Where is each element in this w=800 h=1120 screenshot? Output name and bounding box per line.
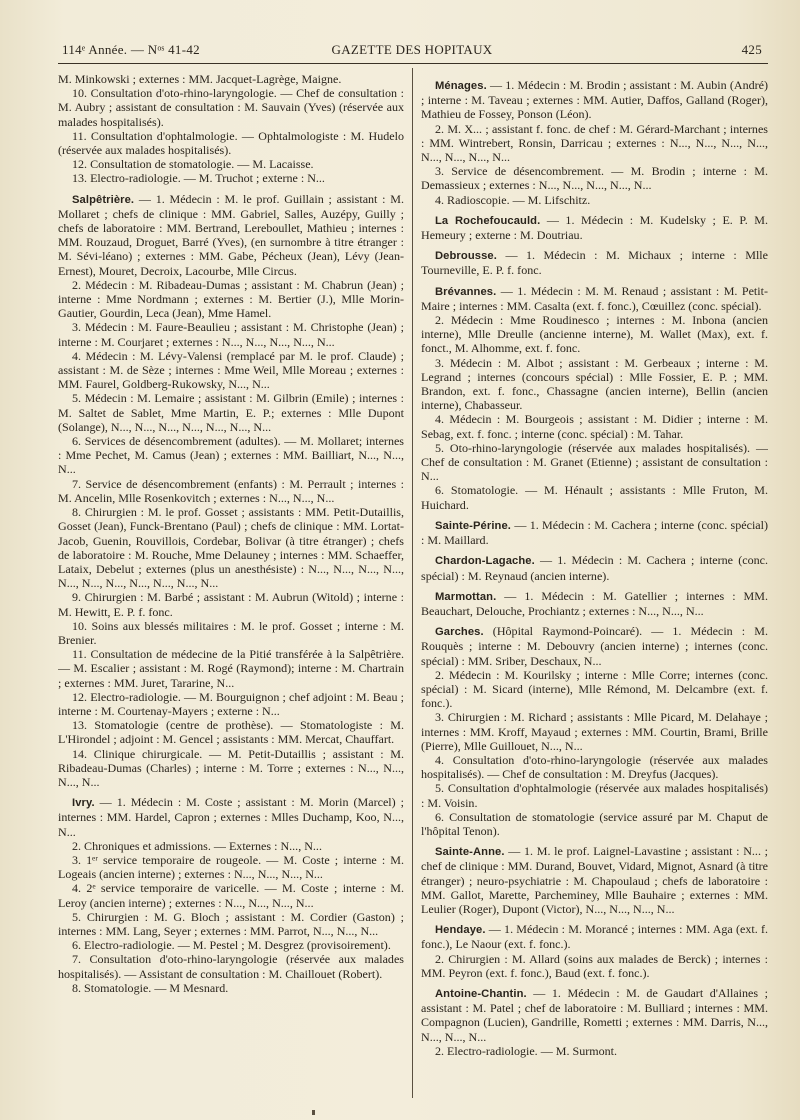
hospital-entry xyxy=(58,795,404,839)
entry-text: — 1. M. le prof. Laignel-Lavastine ; assistant : N... ; chef de clinique : MM. Durand, Bouvet, Vidard, Mignot, Asnard (à titre étranger) ; neuro-psychiatrie : M. Chapoulaud ; chefs de laboratoire : MM. Gallot, Marette, Parcheminey, Mlle Bauhaire ; externes : MM. Leulier (Roger), Dupont (Victor), N..., N..., N..., N... xyxy=(421,844,768,916)
hospital-entry xyxy=(421,922,768,951)
service-entry xyxy=(421,952,768,980)
entry-text: 2. Médecin : M. Ribadeau-Dumas ; assistant : M. Chabrun (Jean) ; interne : Mme Nordmann ; externes : M. Bertier (J.), Mlle Morin-Gautier, Gourdin, Leca (Jean), Mme Hamel. xyxy=(58,277,404,321)
service-entry xyxy=(58,839,404,853)
service-entry xyxy=(58,647,404,690)
service-entry xyxy=(421,441,768,484)
hospital-entry xyxy=(421,78,768,122)
service-entry xyxy=(421,193,768,207)
entry-text: 7. Service de désencombrement (enfants) : M. Perrault ; internes : M. Ancelin, Mlle Rosenkovitch ; externes : N..., N..., N... xyxy=(58,476,404,505)
entry-text: 5. Médecin : M. Lemaire ; assistant : M. Gilbrin (Emile) ; internes : M. Saltet de Sablet, Mme Martin, E. P.; externes : Mlle Dupont (Solange), N..., N..., N..., N..., N..., N..., N... xyxy=(58,391,404,434)
hospital-name: Brévannes. xyxy=(435,285,497,298)
entry-text: — 1. Médecin : M. Morancé ; internes : MM. Aga (ext. f. fonc.), Le Naour (ext. f. fonc.). xyxy=(421,922,768,952)
service-entry xyxy=(58,391,404,434)
hospital-entry xyxy=(58,192,404,278)
hospital-name: Marmottan. xyxy=(435,590,497,603)
entry-text: 4. 2ᵉ service temporaire de varicelle. — M. Coste ; interne : M. Leroy (ancien interne) ; externes : N..., N..., N..., N... xyxy=(58,881,404,910)
entry-text: — 1. Médecin : M. Cachera ; interne (conc. spécial) : M. Maillard. xyxy=(421,517,768,548)
entry-text: 6. Services de désencombrement (adultes). — M. Mollaret; internes : Mme Pechet, M. Camus (Jean) ; externes : MM. Bailliart, N..., N..., N... xyxy=(58,434,404,477)
hospital-name: Antoine-Chantin. xyxy=(435,987,527,1000)
service-entry xyxy=(421,412,768,440)
entry-text: 5. Oto-rhino-laryngologie (réservée aux malades hospitalisés). — Chef de consultation : M. Granet (Etienne) ; assistant de consultation : N... xyxy=(421,440,768,484)
entry-text: 11. Consultation de médecine de la Pitié transférée à la Salpêtrière. — M. Escalier ; assistant : M. Rogé (Raymond); interne : M. Chartrain ; externes : MM. Juret, Tararine, N... xyxy=(58,647,404,690)
hospital-entry xyxy=(421,553,768,582)
hospital-entry xyxy=(421,248,768,277)
right-column xyxy=(421,72,768,1102)
entry-text: 3. Médecin : M. Faure-Beaulieu ; assistant : M. Christophe (Jean) ; interne : M. Courjaret ; externes : N..., N..., N..., N..., N... xyxy=(58,320,404,349)
entry-text: 9. Chirurgien : M. Barbé ; assistant : M. Aubrun (Witold) ; interne : M. Hewitt, E. P. f. fonc. xyxy=(58,590,404,619)
entry-text: 2. Médecin : M. Kourilsky ; interne : Mlle Corre; internes (conc. spécial) : M. Sicard (interne), Mlle Rémond, M. Delcambre (ext. f. fonc.). xyxy=(421,667,768,711)
entry-text: 6. Consultation de stomatologie (service assuré par M. Chaput de l'hôpital Tenon). xyxy=(421,809,768,838)
hospital-name: Salpêtrière. xyxy=(72,193,135,206)
hospital-name: Sainte-Périne. xyxy=(435,519,512,532)
entry-text: 8. Chirurgien : M. le prof. Gosset ; assistants : MM. Petit-Dutaillis, Gosset (Jean), Funck-Brentano (Paul) ; chefs de clinique : MM. Lortat-Jacob, Guenin, Rouvillois, Cordebar, Bolivar (à titre étranger) ; chefs de laboratoire : M. Rouche, Mme Delauney ; internes : MM. Schaeffer, Lataix, Debelut ; externes (plus un anesthésiste) : N..., N..., N..., N..., N..., N..., N..., N..., N..., N..., N... xyxy=(58,505,404,591)
entry-text: 4. Consultation d'oto-rhino-laryngologie (réservée aux malades hospitalisés). — Chef de consultation : M. Dreyfus (Jacques). xyxy=(421,752,768,782)
entry-text: — 1. Médecin : M. Cachera ; interne (conc. spécial) : M. Reynaud (ancien interne). xyxy=(421,553,768,583)
hospital-name: Sainte-Anne. xyxy=(435,846,505,859)
entry-text: M. Minkowski ; externes : MM. Jacquet-Lagrège, Maigne. xyxy=(58,72,342,86)
hospital-name: Ménages. xyxy=(435,80,487,92)
service-entry xyxy=(58,278,404,321)
entry-text: — 1. Médecin : M. de Gaudart d'Allaines ; assistant : M. Patel ; chef de laboratoire : M. Bulliard ; internes : MM. Compagnon (Lucien), Gandrille, Rometti ; externes : MM. Darris, N..., N..., N..., N... xyxy=(421,985,768,1044)
hospital-entry xyxy=(421,624,768,668)
service-entry xyxy=(421,356,768,413)
entry-text: 5. Chirurgien : M. G. Bloch ; assistant : M. Cordier (Gaston) ; internes : MM. Lang, Seyer ; externes : MM. Parrot, N..., N..., N... xyxy=(58,909,404,938)
entry-text: 8. Stomatologie. — M Mesnard. xyxy=(72,980,229,995)
service-entry xyxy=(58,477,404,505)
service-entry xyxy=(421,710,768,753)
entry-text: 6. Electro-radiologie. — M. Pestel ; M. Desgrez (provisoirement). xyxy=(72,938,391,953)
hospital-name: Chardon-Lagache. xyxy=(435,555,535,568)
hospital-entry xyxy=(421,844,768,916)
service-entry xyxy=(58,747,404,790)
hospital-name: La Rochefoucauld. xyxy=(435,214,541,227)
service-entry xyxy=(58,881,404,909)
service-entry xyxy=(421,753,768,781)
service-entry xyxy=(58,505,404,590)
service-entry xyxy=(58,157,404,171)
entry-text: 2. Chroniques et admissions. — Externes : N..., N... xyxy=(72,838,322,853)
ink-mark xyxy=(312,1110,315,1115)
hospital-name: Debrousse. xyxy=(435,250,497,263)
hospital-name: Ivry. xyxy=(72,797,95,810)
hospital-entry xyxy=(421,986,768,1044)
service-entry xyxy=(58,718,404,746)
entry-text: — 1. Médecin : M. Gatellier ; internes : MM. Beauchart, Delouche, Prochiantz ; externes : N..., N..., N... xyxy=(421,588,768,618)
hospital-entry xyxy=(421,213,768,242)
service-entry xyxy=(421,810,768,838)
entry-text: 2. Médecin : Mme Roudinesco ; internes : M. Inbona (ancien interne), Mlle Dreulle (ancienne interne), M. Wallet (Max), ext. f. fonct., M. Alhomme, ext. f. fonc. xyxy=(421,313,768,356)
service-entry xyxy=(58,619,404,647)
service-entry xyxy=(58,910,404,938)
entry-text: 10. Soins aux blessés militaires : M. le prof. Gosset ; interne : M. Brenier. xyxy=(58,618,404,647)
entry-text: (Hôpital Raymond-Poincaré). — 1. Médecin : M. Rouquès ; interne : M. Debouvry (ancien interne) ; internes (conc. spécial) : MM. Sriber, Deschaux, N... xyxy=(421,624,768,668)
service-entry xyxy=(58,938,404,952)
entry-text: — 1. Médecin : M. Brodin ; assistant : M. Aubin (André) ; interne : M. Taveau ; externes : MM. Autier, Daffos, Galland (Roger), Mathieu de Fossey, Ponson (Léon). xyxy=(421,78,768,122)
service-entry xyxy=(58,690,404,718)
hospital-name: Hendaye. xyxy=(435,924,486,937)
service-entry xyxy=(58,171,404,185)
entry-text: 10. Consultation d'oto-rhino-laryngologie. — Chef de consultation : M. Aubry ; assistant de consultation : M. Sauvain (Yves) (réservée aux malades hospitalisés). xyxy=(58,86,404,129)
service-entry xyxy=(421,313,768,356)
entry-text: 2. Chirurgien : M. Allard (soins aux malades de Berck) ; internes : MM. Peyron (ext. f. fonc.), Baud (ext. f. fonc.). xyxy=(421,951,768,980)
service-entry xyxy=(58,72,404,86)
service-entry xyxy=(58,853,404,881)
service-entry xyxy=(58,349,404,392)
service-entry xyxy=(421,668,768,711)
entry-text: 13. Stomatologie (centre de prothèse). — Stomatologiste : M. L'Hirondel ; adjoint : M. Gencel ; assistants : MM. Mercat, Chauffart. xyxy=(58,718,404,747)
entry-text: 14. Clinique chirurgicale. — M. Petit-Dutaillis ; assistant : M. Ribadeau-Dumas (Charles) ; interne : M. Torre ; externes : N..., N..., N..., N... xyxy=(58,746,404,789)
entry-text: 6. Stomatologie. — M. Hénault ; assistants : Mlle Fruton, M. Huichard. xyxy=(421,483,768,512)
entry-text: — 1. Médecin : M. Michaux ; interne : Mlle Tourneville, E. P. f. fonc. xyxy=(421,248,768,278)
entry-text: 3. Service de désencombrement. — M. Brodin ; interne : M. Demassieux ; externes : N..., N..., N..., N..., N... xyxy=(421,164,768,193)
service-entry xyxy=(58,434,404,477)
entry-text: 5. Consultation d'ophtalmologie (réservée aux malades hospitalisés) : M. Voisin. xyxy=(421,781,768,810)
entry-text: 3. 1ᵉʳ service temporaire de rougeole. — M. Coste ; interne : M. Logeais (ancien interne) ; externes : N..., N..., N..., N... xyxy=(58,852,404,882)
entry-text: 3. Médecin : M. Albot ; assistant : M. Gerbeaux ; interne : M. Legrand ; internes (concours spécial) : Mlle Fossier, E. P. ; MM. Brandon, ext. f. fonc., Chassagne (ancien interne), Bellin (ancien interne), Chabasseur. xyxy=(421,355,768,413)
entry-text: 3. Chirurgien : M. Richard ; assistants : Mlle Picard, M. Delahaye ; internes : MM. Kroff, Mayaud ; externes : MM. Courtin, Brami, Brille (Pierre), Mlle Guillouet, N..., N... xyxy=(421,710,768,753)
hospital-entry xyxy=(421,518,768,547)
publication-title: GAZETTE DES HOPITAUX xyxy=(331,42,493,57)
entry-text: 11. Consultation d'ophtalmologie. — Ophtalmologiste : M. Hudelo (réservée aux malades hospitalisés). xyxy=(58,128,404,158)
entry-text: 4. Médecin : M. Lévy-Valensi (remplacé par M. le prof. Claude) ; assistant : M. de Sèze ; internes : Mme Weil, Mlle Moreau ; externes : MM. Faurel, Goldberg-Rukowsky, N..., N... xyxy=(58,348,404,392)
service-entry xyxy=(58,981,404,995)
service-entry xyxy=(58,86,404,129)
service-entry xyxy=(421,122,768,165)
left-column xyxy=(58,72,404,1102)
service-entry xyxy=(58,129,404,157)
hospital-entry xyxy=(421,589,768,618)
service-entry xyxy=(58,590,404,618)
entry-text: 7. Consultation d'oto-rhino-laryngologie (réservée aux malades hospitalisés). — Assistant de consultation : M. Chaillouet (Robert). xyxy=(58,952,404,981)
entry-text: 12. Electro-radiologie. — M. Bourguignon ; chef adjoint : M. Beau ; interne : M. Courtenay-Mayers ; externe : N... xyxy=(58,689,404,718)
entry-text: — 1. Médecin : M. M. Renaud ; assistant : M. Petit-Maire ; internes : MM. Casalta (ext. f. fonc.), Cœuillez (conc. spécial). xyxy=(421,283,768,313)
service-entry xyxy=(421,483,768,511)
service-entry xyxy=(421,781,768,809)
hospital-entry xyxy=(421,284,768,313)
entry-text: 4. Médecin : M. Bourgeois ; assistant : M. Didier ; interne : M. Sebag, ext. f. fonc. ; interne (conc. spécial) : M. Tahar. xyxy=(421,412,768,441)
entry-text: — 1. Médecin : M. Coste ; assistant : M. Morin (Marcel) ; internes : MM. Hardel, Capron ; externes : Mlles Duchamp, Koo, N..., N... xyxy=(58,795,404,839)
page-header xyxy=(62,42,762,64)
entry-text: 12. Consultation de stomatologie. — M. Lacaisse. xyxy=(72,157,314,172)
service-entry xyxy=(421,1044,768,1058)
service-entry xyxy=(421,164,768,192)
entry-text: — 1. Médecin : M. le prof. Guillain ; assistant : M. Mollaret ; chefs de clinique : MM. Gabriel, Salles, Auzépy, Guilly ; chefs de laboratoire : MM. Bertrand, Lereboullet, Mathieu ; internes : MM. Rouzaud, Droguet, Barré (Yves), (en surnombre à titre étranger : M. Sévi-léano) ; externes : MM. Gabe, Pécheux (Jean), Lévy (Jean-Ernest), Mouret, Decroix, Lacourbe, Mlle Circus. xyxy=(58,191,404,278)
issue-number: 114ᵉ Année. — Nᵒˢ 41-42 xyxy=(62,42,200,57)
entry-text: — 1. Médecin : M. Kudelsky ; E. P. M. Hemeury ; externe : M. Doutriau. xyxy=(421,212,768,243)
entry-text: 2. Electro-radiologie. — M. Surmont. xyxy=(435,1043,618,1058)
page-number: 425 xyxy=(741,42,762,57)
entry-text: 4. Radioscopie. — M. Lifschitz. xyxy=(435,192,591,207)
entry-text: 2. M. X... ; assistant f. fonc. de chef : M. Gérard-Marchant ; internes : MM. Wintrebert, Ronsin, Darricau ; externes : N..., N..., N..., N..., N..., N..., N..., N... xyxy=(421,121,768,165)
column-divider xyxy=(412,68,413,1098)
hospital-name: Garches. xyxy=(435,626,484,639)
entry-text: 13. Electro-radiologie. — M. Truchot ; externe : N... xyxy=(72,171,325,186)
service-entry xyxy=(58,952,404,980)
header-rule xyxy=(58,63,768,64)
service-entry xyxy=(58,320,404,348)
